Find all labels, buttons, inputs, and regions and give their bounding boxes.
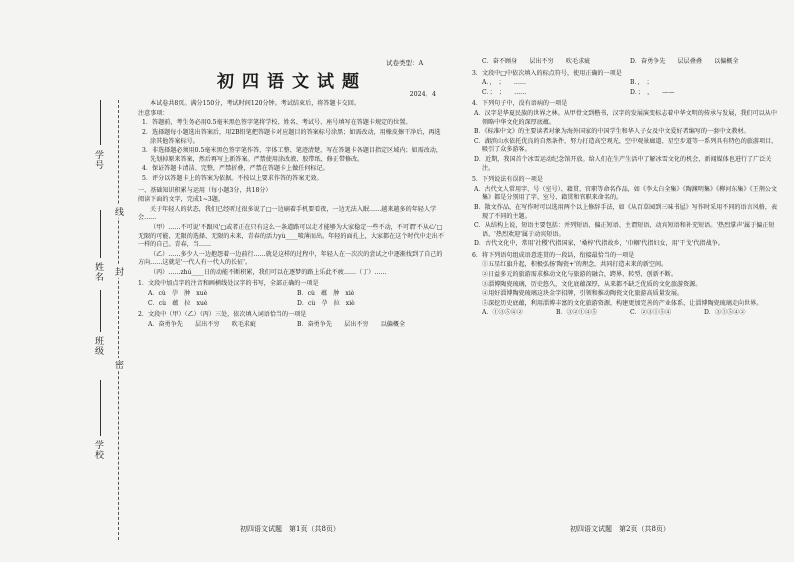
question-1-options (148, 290, 446, 299)
reading-paragraph: （甲）……不可说'不跟风'□或者正在只有这么一条道路可以走才能够为大家稳定一些不动，不可谓'不从心'□无限的可能、无限的选择、无限的未来，青春的活力yù____喷薄而出。年轻的面孔上，大家都在这个时代中走出不一样的自己。青春，当…… (138, 223, 444, 249)
student-id-line (100, 100, 101, 145)
question-1: 1．文段中加点字的注音和画横线处汉字的书写，全部正确的一项是 (138, 280, 319, 288)
sentence: ④用好淄博陶瓷琉璃这块金字招牌，引领和推动陶瓷文化旅游高质量发展。 (482, 290, 684, 298)
binding-label-name: 姓名 (93, 262, 103, 282)
question-5: 5．下列说法有误的一项是 (472, 176, 543, 184)
option: A．古代文人常用字、号（室号）、籍贯、官职等命名作品，如《李太白全集》《陶渊明集》《柳河东集》《王荆公文集》都是分别用了字、室号、籍贯和官职来命名的。 (474, 185, 777, 202)
section-heading: 一、基础知识积累与运用（每小题3分，共18分） (138, 186, 272, 194)
question-3-options (482, 89, 778, 98)
page-two (472, 58, 778, 319)
sentence: ③淄博陶瓷琉璃，历史悠久，文化底蕴深厚，从来都不缺乏优质的文化旅游资源。 (482, 280, 702, 288)
notes-heading: 注意事项： (138, 109, 169, 117)
question-3-options (482, 79, 778, 88)
option: B．《标准中文》的主要读者对象为海外国家的中国学生和华人子女及中文爱好者编写的一套中文教材。 (474, 128, 750, 136)
binding-cut-secret: 密 (113, 360, 123, 369)
question-2: 2．文段中（甲）（乙）（丙）三处，依次填入词语恰当的一项是 (138, 311, 307, 319)
note-item: 2．选择题每小题选出答案后，用2B铅笔把答题卡对应题目的答案标号涂黑；如需改动，用橡皮擦干净后，再选涂其他答案标号。 (142, 128, 441, 145)
page-two-footer: 初四语文试题 第2页（共8页） (570, 525, 670, 533)
sentence: ②日益多元的旅游需求推动文化与旅游的融合，跨界、转型、创新不断。 (482, 271, 677, 279)
note-item: 3．非选择题必须用0.5毫米黑色签字笔作答，字体工整、笔迹清楚，写在答题卡各题目指定区域内；如需改动，先划掉原来答案，然后再写上新答案。严禁使用涂改液、胶带纸、修正带修改。 (142, 147, 442, 163)
page-one-footer: 初四语文试题 第1页（共8页） (240, 525, 340, 533)
note-item: 5．评分以答题卡上的答案为依据。不按以上要求作答的答案无效。 (142, 174, 323, 182)
reading-intro: 阅读下面的文字，完成1~3题。 (138, 196, 224, 204)
question-4: 4．下列句子中，没有语病的一项是 (472, 100, 568, 108)
option: C．cù 蕴 拉 xuè (148, 299, 208, 307)
reading-paragraph: （乙）……多少人一边抱怨着一边前行……就是这样的过程中，年轻人在一次次的尝试之中逐渐找到了自己的方向……这就是'一代人有一代人的长征'。 (138, 250, 443, 267)
question-6: 6．将下列语句组成语意连贯的一段话，衔接最恰当的一项是 (472, 251, 635, 259)
reading-paragraph: （丙）……zhú____日的动能不断积累，我们可以在逐梦的路上乐此不疲……（丁）…… (150, 268, 387, 276)
question-1-options (148, 300, 446, 309)
option: A．， ； …… (482, 79, 527, 87)
question-2-options-cont (482, 58, 778, 67)
exam-title: 初四语文试题 (217, 72, 367, 92)
option: A．①③⑤④② (482, 309, 523, 317)
option: B．散文作品，在写作时可以选用两个以上修辞手法，如《从百草园到三味书屋》写作时采用不同的语言风格，表现了不同的主题。 (474, 203, 778, 220)
exam-intro: 本试卷共8页。满分150分，考试时间120分钟。考试结束后，将答题卡交回。 (150, 100, 360, 108)
option: D．③①⑤④② (704, 309, 746, 317)
sentence: ①五星红旗升起，积极弘扬'陶瓷+'的理念，共同打造未来的新空间。 (482, 261, 668, 269)
class-line (100, 290, 101, 332)
option: C．奋不顾身 层出不穷 吹毛求疵 (482, 58, 591, 65)
option: C．； ； …… (482, 88, 527, 96)
option: D．； ， —— (630, 88, 675, 96)
option: C．湖滨山水依托优良的自然条件，努力打造高空观光，空中观景廊道、星空步道等一系列具有特色的旅游项目，吸引了众多游客。 (474, 137, 778, 154)
cut-line (118, 100, 119, 540)
sentence: ⑤深挖历史底蕴，利用淄博丰富的文化旅游资源，构建更加完善的产业体系，让淄博陶瓷琉璃走向世界。 (482, 299, 763, 307)
binding-cut-seal: 封 (113, 267, 123, 276)
school-line (100, 380, 101, 436)
option: D．奋勇争先 层层叠叠 以偏概全 (630, 58, 739, 65)
option: A．奋勇争先 层出不穷 吹毛求疵 (148, 320, 256, 328)
note-item: 1．答题前，考生务必用0.5毫米黑色签字笔将学校、姓名、考试号、座号填写在答题卡规定的位置。 (142, 119, 412, 127)
binding-cut-line: 线 (113, 207, 123, 216)
binding-label-class: 班级 (93, 336, 103, 356)
binding-label-student-id: 学号 (93, 150, 103, 170)
note-item: 4．保证答题卡清洁、完整，严禁折叠，严禁在答题卡上做任何标记。 (142, 165, 329, 173)
option: D．近期，我国首个冰雪运动纪念馆开放。给人们在生产生活中了解冰雪文化的机会，新闻媒体也进行了广泛关注。 (474, 155, 772, 172)
page-one (138, 58, 446, 330)
reading-paragraph: 关于年轻人的状态，我们已经听过很多说了□一边刷着手机要看夜，一边无法入眠……越来越多的年轻人学会…… (138, 205, 437, 222)
question-3: 3．文段中□中依次填入的标点符号，使用正确的一项是 (472, 69, 622, 77)
option: A．汉字是华夏民族的世界之林。从甲骨文到楷书，汉字的发展演变标志着中华文明的传承与发展，我们可以从中领略中华文化的深厚底蕴。 (474, 109, 777, 126)
option: B．， ； (630, 79, 653, 87)
exam-date: 2024．4 (409, 90, 436, 98)
binding-margin (0, 0, 130, 562)
option: A．cù 孕 肿 xuè (148, 290, 208, 298)
exam-type-label: 试卷类型：A (386, 59, 424, 67)
option: B．奋勇争先 层出不穷 以偏概全 (297, 320, 406, 328)
option: B．cù 蕴 肿 xiè (297, 290, 355, 298)
option: C．从结构上说，短语主要包括：并列短语、偏正短语、主谓短语、动宾短语和补充短语。'热烈掌声'属于偏正短语，'热烈欢迎'属于动宾短语。 (474, 222, 775, 238)
question-2-options (148, 321, 446, 330)
name-line (100, 210, 101, 258)
binding-label-school: 学校 (93, 440, 103, 460)
question-6-options (482, 309, 778, 318)
option: C．②③①⑤④ (630, 309, 672, 317)
option: D．cù 孕 拉 xiè (297, 299, 355, 307)
option: B．③②①④⑤ (556, 309, 598, 317)
option: D．古代文化中，常用'社稷'代指国家，'桑梓'代指故乡，'巾帼'代指妇女，用'干戈'代指战争。 (474, 240, 724, 248)
